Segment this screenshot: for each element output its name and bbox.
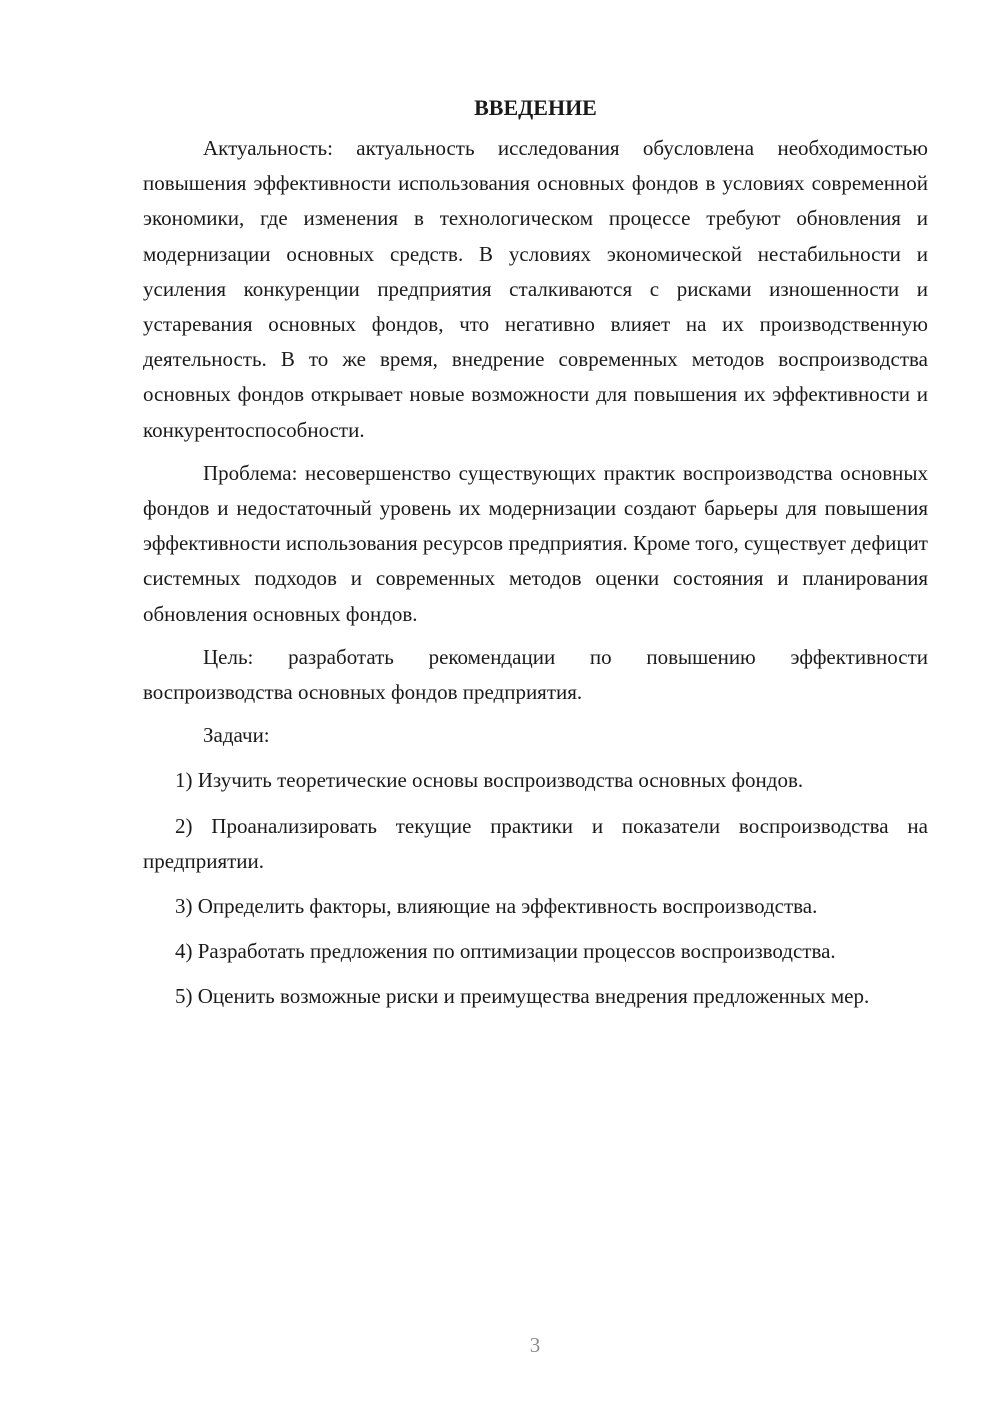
task-item: 4) Разработать предложения по оптимизации процессов воспроизводства. bbox=[175, 939, 836, 964]
relevance-paragraph: Актуальность: актуальность исследования обусловлена необходимостью повышения эффективности использования основных фондов в условиях современной экономики, где изменения в технологическом процессе требуют обновления и модернизации основных средств. В условиях экономической нестабильности и усиления конкуренции предприятия сталкиваются с рисками изношенности и устаревания основных фондов, что негативно влияет на их производственную деятельность. В то же время, внедрение современных методов воспроизводства основных фондов открывает новые возможности для повышения их эффективности и конкурентоспособности. bbox=[143, 136, 928, 442]
document-body bbox=[143, 90, 928, 1025]
task-item: 5) Оценить возможные риски и преимущества внедрения предложенных мер. bbox=[175, 984, 870, 1009]
task-item: 1) Изучить теоретические основы воспроизводства основных фондов. bbox=[175, 768, 804, 793]
page-number: 3 bbox=[529, 1333, 541, 1357]
task-item: 3) Определить факторы, влияющие на эффективность воспроизводства. bbox=[175, 894, 818, 919]
task-item: 2) Проанализировать текущие практики и показатели воспроизводства на предприятии. bbox=[143, 813, 928, 873]
tasks-heading: Задачи: bbox=[203, 723, 270, 748]
problem-paragraph: Проблема: несовершенство существующих практик воспроизводства основных фондов и недостаточный уровень их модернизации создают барьеры для повышения эффективности использования ресурсов предприятия. Кроме того, существует дефицит системных подходов и современных методов оценки состояния и планирования обновления основных фондов. bbox=[143, 460, 928, 626]
tasks-list bbox=[143, 763, 928, 1014]
page-title: ВВЕДЕНИЕ bbox=[474, 95, 597, 120]
goal-paragraph: Цель: разработать рекомендации по повышению эффективности воспроизводства основных фондов предприятия. bbox=[143, 644, 928, 705]
